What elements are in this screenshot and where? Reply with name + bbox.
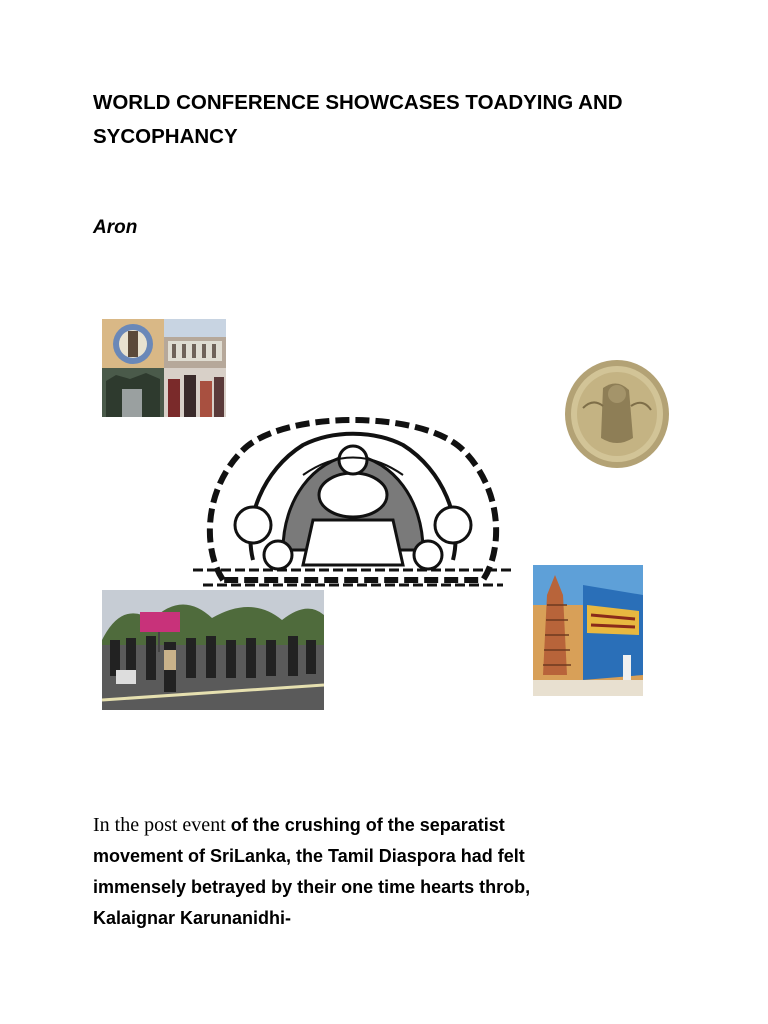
body-line-4: Kalaignar Karunanidhi- xyxy=(93,908,292,928)
body-lead: In the post event xyxy=(93,814,226,836)
protest-march-image xyxy=(102,590,324,710)
title-line-1: WORLD CONFERENCE SHOWCASES TOADYING AND xyxy=(93,91,623,114)
title-line-2: SYCOPHANCY xyxy=(93,125,238,148)
body-line-2: movement of SriLanka, the Tamil Diaspora had felt xyxy=(93,846,525,866)
conference-emblem-image xyxy=(183,400,523,595)
body-line-1-rest: of the crushing of the separatist xyxy=(225,815,505,835)
author-byline: Aron xyxy=(93,217,138,238)
article-body xyxy=(93,810,653,934)
coin-image xyxy=(563,358,671,470)
temple-mural-image xyxy=(533,565,643,696)
body-line-1 xyxy=(93,810,653,841)
article-title xyxy=(93,86,673,154)
body-line-3: immensely betrayed by their one time hearts throb, xyxy=(93,877,531,897)
